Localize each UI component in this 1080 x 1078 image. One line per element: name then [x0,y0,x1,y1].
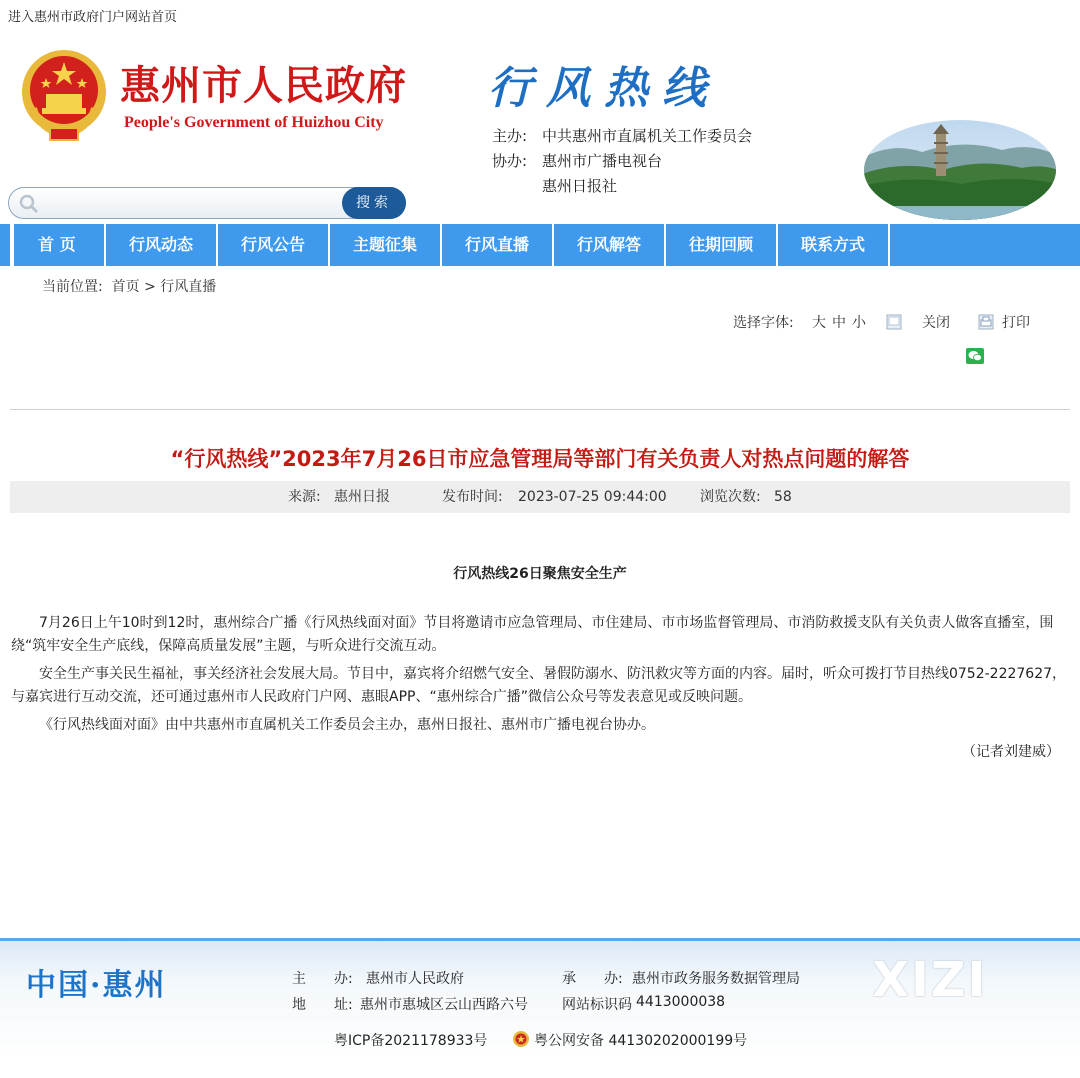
police-badge-icon [512,1030,530,1048]
article-paragraph: 安全生产事关民生福祉，事关经济社会发展大局。节目中，嘉宾将介绍燃气安全、暑假防溺水、防汛救灾等方面的内容。届时，听众可拨打节目热线0752-2227627，与嘉宾进行互动交流，还可通过惠州市人民政府门户网、惠眼APP、“惠州综合广播”微信公众号等发表意见或反映问题。 [11,666,1067,705]
gov-name-en: People's Government of Huizhou City [124,114,384,131]
publish-time-value: 2023-07-25 09:44:00 [518,489,667,505]
portal-home-link[interactable]: 进入惠州市政府门户网站首页 [8,10,178,25]
search-button[interactable]: 搜索 [342,187,406,219]
footer-address-value: 惠州市惠城区云山西路六号 [360,997,528,1013]
nav-item-answers[interactable]: 行风解答 [554,224,666,266]
cohost-row-2 [492,175,617,196]
nav-item-live[interactable]: 行风直播 [442,224,554,266]
nav-item-contact[interactable]: 联系方式 [778,224,890,266]
font-small-button[interactable]: 小 [852,315,866,331]
footer-police-record-link[interactable]: 粤公网安备 44130202000199号 [534,1033,748,1049]
nav-item-home[interactable]: 首 页 [14,224,106,266]
footer-host-label: 主 办: [292,971,353,987]
footer-undertaker-label: 承 办: [562,971,623,987]
footer-site-id-value: 4413000038 [636,994,726,1010]
breadcrumb-separator: > [144,279,156,295]
views-count: 58 [774,489,792,505]
header-divider [10,409,1070,410]
national-emblem-icon [20,48,108,144]
article-paragraph: 7月26日上午10时到12时，惠州综合广播《行风热线面对面》节目将邀请市应急管理局、市住建局、市市场监督管理局、市消防救援支队有关负责人做客直播室，围绕“筑牢安全生产底线，保障高质量发展”主题，与听众进行交流互动。 [11,615,1054,654]
cohost-label: 协办: [492,152,528,170]
cohost-value-2: 惠州日报社 [542,177,618,195]
china-huizhou-logo: 中国·惠州 [26,968,167,1003]
xizi-watermark: XIZI [872,952,988,1008]
nav-item-topics[interactable]: 主题征集 [330,224,442,266]
breadcrumb [42,276,216,296]
gov-name-cn: 惠州市人民政府 [120,62,407,109]
source-label: 来源: [288,489,321,505]
cohost-value-1: 惠州市广播电视台 [542,152,663,170]
footer-host-value: 惠州市人民政府 [366,971,464,987]
main-nav [0,224,1080,266]
breadcrumb-prefix: 当前位置: [42,279,103,295]
close-page-button[interactable]: 关闭 [922,315,950,331]
publish-time-label: 发布时间: [442,489,503,505]
pagoda-landscape-image [862,112,1058,222]
breadcrumb-current[interactable]: 行风直播 [160,279,217,295]
search-input[interactable] [45,192,345,214]
nav-item-archive[interactable]: 往期回顾 [666,224,778,266]
views-label: 浏览次数: [700,489,761,505]
article-subheading: 行风热线26日聚焦安全生产 [453,566,627,582]
host-row [492,125,752,146]
nav-item-news[interactable]: 行风动态 [106,224,218,266]
footer-icp-link[interactable]: 粤ICP备2021178933号 [334,1033,488,1049]
host-label: 主办: [492,127,528,145]
wechat-share-icon[interactable] [966,348,984,364]
host-value: 中共惠州市直属机关工作委员会 [542,127,753,145]
cohost-row [492,150,662,171]
source-value: 惠州日报 [334,489,390,505]
article-meta-bar [10,481,1070,513]
article-paragraph: 《行风热线面对面》由中共惠州市直属机关工作委员会主办，惠州日报社、惠州市广播电视台协办。 [39,717,655,733]
print-icon[interactable] [978,314,994,330]
breadcrumb-home[interactable]: 首页 [111,279,140,295]
reporter-credit: （记者刘建威） [962,744,1060,760]
footer-undertaker-value: 惠州市政务服务数据管理局 [632,971,800,987]
nav-item-announcements[interactable]: 行风公告 [218,224,330,266]
font-size-label: 选择字体: [733,315,794,331]
print-button[interactable]: 打印 [1002,315,1030,331]
close-page-icon[interactable] [886,314,902,330]
article-title: “行风热线”2023年7月26日市应急管理局等部门有关负责人对热点问题的解答 [170,447,910,471]
font-medium-button[interactable]: 中 [832,315,846,331]
font-large-button[interactable]: 大 [812,315,826,331]
footer-site-id-label: 网站标识码 [562,997,632,1013]
footer-address-label: 地 址: [292,997,353,1013]
hotline-title: 行风热线 [488,63,720,114]
search-icon [19,194,39,214]
